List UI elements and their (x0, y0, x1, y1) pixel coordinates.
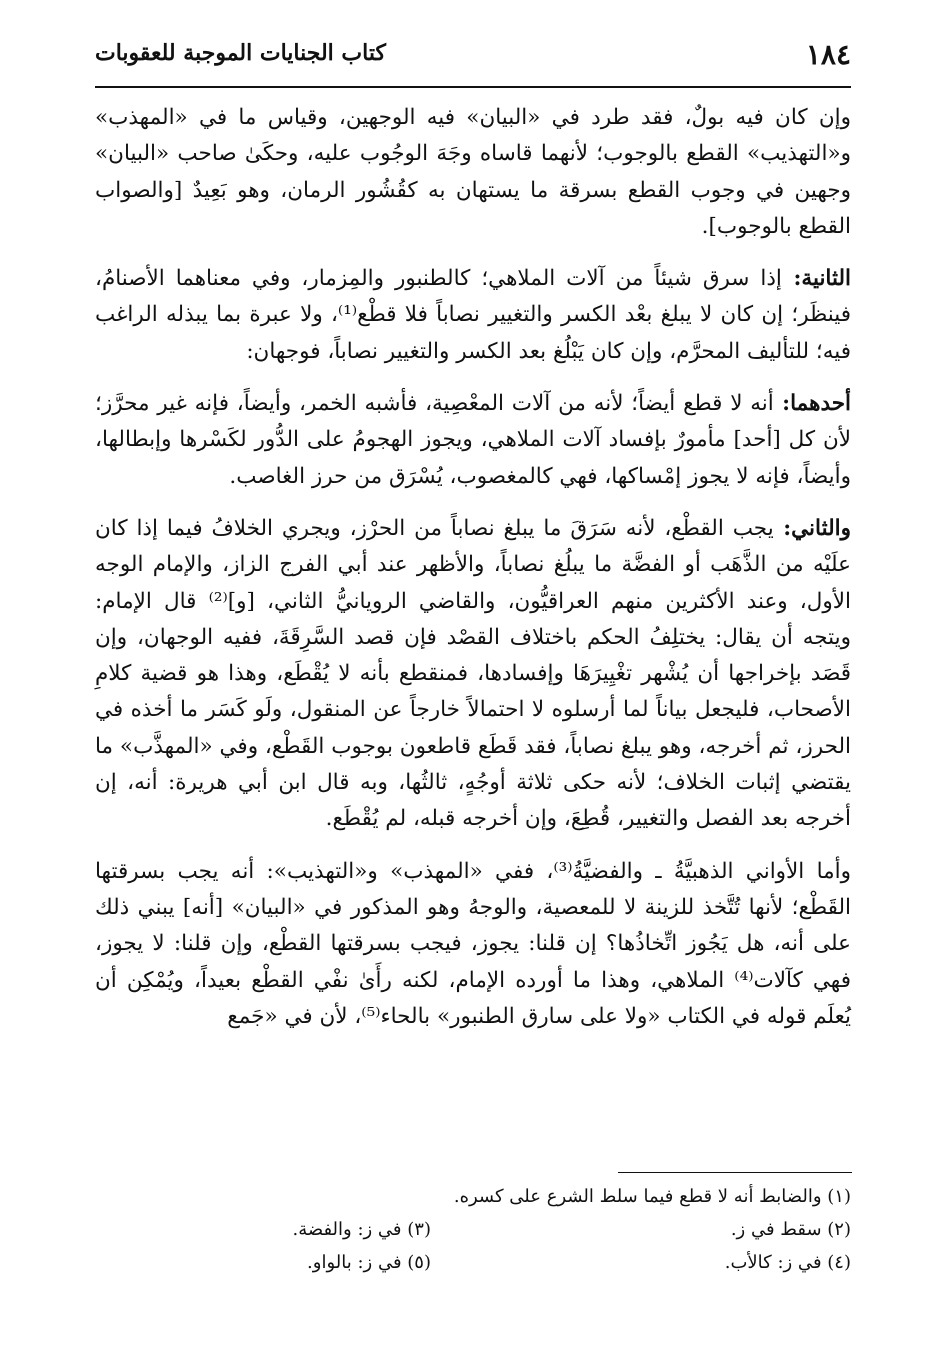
paragraph: أحدهما: أنه لا قطع أيضاً؛ لأنه من آلات المعْصِية، فأشبه الخمر، وأيضاً، فإنه غير محرَّز؛ لأن كل [أحد] مأمورٌ بإفساد آلات الملاهي، ويجوز الهجومُ على الدُّور لكَسْرها وإبطالها، وأيضاً، فإنه لا يجوز إمْساكها، فهي كالمغصوب، يُسْرَق من حرز الغاصب. (95, 391, 851, 489)
footnote: (٣) في ز: والفضة. (292, 1219, 431, 1240)
section-heading: والثاني: (773, 515, 851, 541)
paragraph: الثانية: إذا سرق شيئاً من آلات الملاهي؛ كالطنبور والمِزمار، وفي معناهما الأصنامُ، فينظَر؛ إن كان لا يبلغ بعْد الكسر والتغيير نصاباً فلا قطْع⁽¹⁾، ولا عبرة بما يبذله الراغب فيه؛ للتأليف المحرَّم، وإن كان يَبْلُغ بعد الكسر والتغيير نصاباً، فوجهان: (95, 266, 851, 364)
section-heading: الثانية: (781, 266, 851, 292)
main-text (95, 100, 851, 1051)
footnote: (١) والضابط أنه لا قطع فيما سلط الشرع على كسره. (453, 1186, 851, 1207)
footnote: (٢) سقط في ز. (730, 1219, 851, 1240)
footnote: (٥) في ز: بالواو. (307, 1252, 431, 1273)
footnote-divider (618, 1172, 852, 1173)
paragraph: والثاني: يجب القطْع، لأنه سَرَقَ ما يبلغ نصاباً من الحرْز، ويجري الخلافُ فيما إذا كان علَيْه من الذَّهَب أو الفضَّة ما يبلُغ نصاباً، والأظهر عند أبي الفرج الزاز، والإمام الوجه الأول، وعند الأكثرين منهم العراقيُّون، والقاضي الرويانيُّ الثاني، [و]⁽²⁾ قال الإمام: ويتجه أن يقال: يختلِفُ الحكم باختلاف القصْد فإن قصد السَّرِقَةَ، ففيه الوجهان، وإن قَصَد بإخراجها أن يُشْهر تغْيِيرَهَا وإفسادها، فمنقطع بأنه لا يُقْطَع، وهذا هو قضية كلامِ الأصحاب، فليجعل بياناً لما أرسلوه لا احتمالاً خارجاً عن المنقول، ولَو كَسَر ما أخذه في الحرز، ثم أخرجه، وهو يبلغ نصاباً، فقد قَطَع قاطعون بوجوب القَطْع، وفي «المهذَّب» ما يقتضي إثبات الخلاف؛ لأنه حكى ثلاثة أوجُهٍ، ثالثُها، وبه قال ابن أبي هريرة: أنه، إن أخرجه بعد الفصل والتغيير، قُطِعَ، وإن أخرجه قبله، لم يُقْطَع. (95, 515, 851, 832)
paragraph: وأما الأواني الذهبيَّةُ ـ والفضيَّةُ⁽³⁾، ففي «المهذب» و«التهذيب»: أنه يجب بسرقتها القَطْع؛ لأنها تُتَّخذ للزينة لا للمعصية، والوجهُ وهو المذكور في «البيان» [أنه] يبني ذلك على أنه، هل يَجُوز اتِّخاذُها؟ إن قلنا: يجوز، فيجب بسرقتها القطْع، وإن قلنا: لا يجوز، فهي كآلات⁽⁴⁾ الملاهي، وهذا ما أورده الإمام، لكنه رأَىٰ نفْي القطْع بعيداً، ويُمْكِن أن يُعلَم قوله في الكتاب «ولا على سارق الطنبور» بالحاء⁽⁵⁾، لأن في «جَمع (95, 858, 851, 1029)
page-number: ١٨٤ (805, 38, 851, 71)
page-header (95, 38, 851, 82)
header-divider (95, 86, 851, 88)
footnote: (٤) في ز: كالأب. (724, 1252, 851, 1273)
paragraph: وإن كان فيه بولٌ، فقد طرد في «البيان» فيه الوجهين، وقياس ما في «المهذب» و«التهذيب» القطع بالوجوب؛ لأنهما قاساه وجَهَ الوجُوب عليه، وحكَىٰ صاحب «البيان» وجهين في وجوب القطع بسرقة ما يستهان به كقُشُور الرمان، وهو بَعِيدٌ [والصواب القطع بالوجوب]. (95, 105, 851, 239)
section-heading: أحدهما: (773, 391, 851, 417)
running-title: كتاب الجنايات الموجبة للعقوبات (95, 40, 386, 66)
footnotes (95, 1180, 851, 1279)
